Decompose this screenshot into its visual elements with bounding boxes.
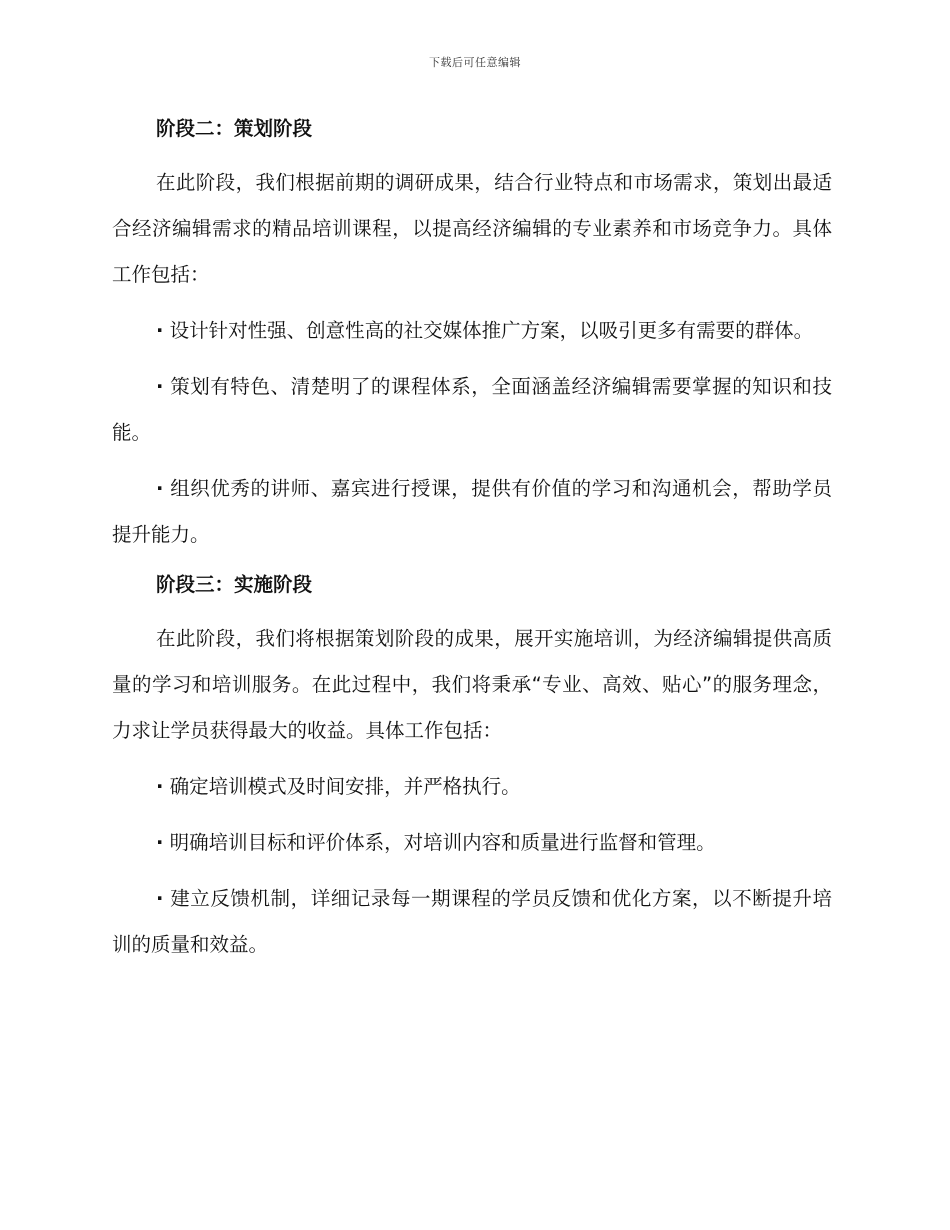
bullet-item (112, 308, 832, 354)
bullet-item (112, 764, 832, 810)
bullet-item (112, 466, 832, 558)
bullet-item (112, 364, 832, 456)
bullet-dot: · (156, 831, 164, 854)
section-intro-implementation: 在此阶段，我们将根据策划阶段的成果，展开实施培训，为经济编辑提供高质量的学习和培训服务。在此过程中，我们将秉承“专业、高效、贴心”的服务理念，力求让学员获得最大的收益。具体工作包括： (112, 627, 832, 742)
bullet-item (112, 820, 832, 866)
bullet-text: 明确培训目标和评价体系，对培训内容和质量进行监督和管理。 (169, 831, 716, 854)
document-body (112, 112, 832, 978)
section-intro-planning: 在此阶段，我们根据前期的调研成果，结合行业特点和市场需求，策划出最适合经济编辑需求的精品培训课程，以提高经济编辑的专业素养和市场竞争力。具体工作包括： (112, 171, 832, 286)
bullet-text: 确定培训模式及时间安排，并严格执行。 (169, 775, 521, 798)
bullet-text: 组织优秀的讲师、嘉宾进行授课，提供有价值的学习和沟通机会，帮助学员提升能力。 (112, 477, 832, 546)
bullet-dot: · (156, 887, 164, 910)
section-heading-planning: 阶段二：策划阶段 (156, 117, 313, 140)
bullet-item (112, 876, 832, 968)
section-heading-implementation: 阶段三：实施阶段 (156, 573, 313, 596)
bullet-dot: · (156, 375, 164, 398)
bullet-dot: · (156, 319, 164, 342)
bullet-text: 设计针对性强、创意性高的社交媒体推广方案，以吸引更多有需要的群体。 (169, 319, 814, 342)
bullet-dot: · (156, 477, 164, 500)
bullet-text: 建立反馈机制，详细记录每一期课程的学员反馈和优化方案，以不断提升培训的质量和效益。 (112, 887, 832, 956)
bullet-text: 策划有特色、清楚明了的课程体系，全面涵盖经济编辑需要掌握的知识和技能。 (112, 375, 832, 444)
bullet-dot: · (156, 775, 164, 798)
header-note: 下载后可任意编辑 (429, 56, 521, 69)
